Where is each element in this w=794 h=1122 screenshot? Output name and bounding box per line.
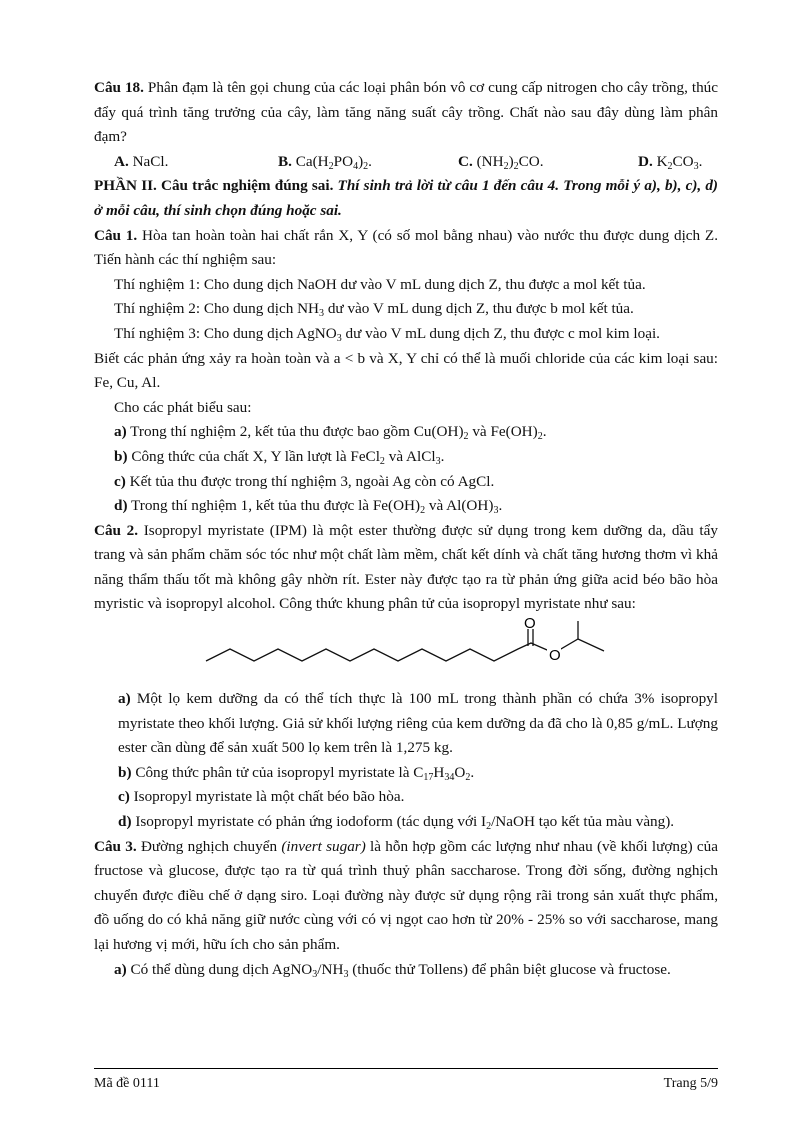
page-number: Trang 5/9 [663, 1076, 718, 1091]
question-1-note: Biết các phản ứng xảy ra hoàn toàn và a < b và X, Y chỉ có thể là muối chloride của các kim loại sau: Fe, Cu, Al. [94, 349, 718, 392]
statement-c: c) Kết tủa thu được trong thí nghiệm 3, ngoài Ag còn có AgCl. [114, 472, 495, 490]
experiment-1: Thí nghiệm 1: Cho dung dịch NaOH dư vào V mL dung dịch Z, thu được a mol kết tủa. [114, 275, 646, 293]
statement-c: c) Isopropyl myristate là một chất béo bão hòa. [118, 788, 405, 806]
question-1: Câu 1. Hòa tan hoàn toàn hai chất rắn X, Y (có số mol bằng nhau) vào nước thu được dung dịch Z. Tiến hành các thí nghiệm sau: [94, 226, 718, 269]
statement-a: a) Một lọ kem dưỡng da có thể tích thực là 100 mL trong thành phần có chứa 3% isopropyl myristate theo khối lượng. Giả sử khối lượng riêng của kem dưỡng da đã cho là 0,85 g/mL. Lượng ester cần dùng để sản xuất 500 lọ kem trên là 1,275 kg. [118, 690, 718, 757]
ester-oxygen: O [549, 647, 561, 665]
question-3: Câu 3. Đường nghịch chuyển (invert sugar) là hỗn hợp gồm các lượng như nhau (về khối lượng) của fructose và glucose, được tạo ra từ quá trình thuỷ phân saccharose. Trong đời sống, đường nghịch chuyển được điều chế ở dạng siro. Loại đường này được sử dụng rộng rãi trong sản xuất thực phẩm, đồ uống do có khả năng giữ nước cùng với có vị ngọt cao hơn từ 20% - 25% so với saccharose, mang lại hương vị mới, hữu ích cho sản phẩm. [94, 837, 718, 953]
statement-a: a) Có thể dùng dung dịch $AgNO_3/NH_3$ (thuốc thử Tollens) để phân biệt glucose và fructose. [114, 960, 671, 980]
carbonyl-oxygen: O [524, 617, 536, 633]
isopropyl-myristate-structure [204, 617, 624, 687]
statements-intro: Cho các phát biểu sau: [114, 398, 252, 416]
part-2-heading: PHẦN II. Câu trắc nghiệm đúng sai. Thí sinh trả lời từ câu 1 đến câu 4. Trong mỗi ý a), b), c), d) ở mỗi câu, thí sinh chọn đúng hoặc sai. [94, 177, 718, 219]
option-d: D. $K_2CO_3$. [638, 152, 703, 172]
question-2: Câu 2. Isopropyl myristate (IPM) là một ester thường được sử dụng trong kem dưỡng da, dầu tẩy trang và sản phẩm chăm sóc tóc như một chất làm mềm, chất kết dính và chất tăng hương thơm vì khả năng thẩm thấu tốt mà không gây nhờn rít. Ester này được tạo ra từ phản ứng giữa acid béo bão hòa myristic và isopropyl alcohol. Công thức khung phân tử của isopropyl myristate như sau: [94, 521, 718, 613]
statement-b: b) Công thức của chất X, Y lần lượt là FeCl$_2$ và AlCl$_3$. [114, 447, 445, 467]
exam-page [94, 76, 718, 982]
statement-b: b) Công thức phân tử của isopropyl myristate là $C_{17}H_{34}O_2$. [118, 763, 475, 783]
carbon-chain [206, 639, 604, 661]
statement-d: d) Trong thí nghiệm 1, kết tủa thu được là $Fe(OH)_2$ và $Al(OH)_3$. [114, 497, 503, 517]
page-footer [94, 1068, 718, 1095]
option-a: A. NaCl. [114, 152, 169, 170]
experiment-2: Thí nghiệm 2: Cho dung dịch $NH_3$ dư vào V mL dung dịch Z, thu được b mol kết tủa. [114, 300, 634, 320]
experiment-3: Thí nghiệm 3: Cho dung dịch AgNO$_3$ dư vào V mL dung dịch Z, thu được c mol kim loại. [114, 324, 660, 344]
question-18: Câu 18. Phân đạm là tên gọi chung của các loại phân bón vô cơ cung cấp nitrogen cho cây trồng, thúc đẩy quá trình tăng trưởng của cây, làm tăng năng suất cây trồng. Chất nào sau đây dùng làm phân đạm? [94, 79, 718, 146]
statement-a: a) Trong thí nghiệm 2, kết tủa thu được bao gồm $Cu(OH)_2$ và $Fe(OH)_2$. [114, 423, 547, 443]
option-c: C. $(NH_2)_2CO$. [458, 152, 544, 172]
skeletal-formula [94, 617, 718, 687]
question-18-options [94, 150, 718, 175]
statement-d: d) Isopropyl myristate có phản ứng iodoform (tác dụng với $I_2$/NaOH tạo kết tủa màu vàng). [118, 813, 675, 833]
exam-code: Mã đề 0111 [94, 1076, 160, 1091]
question-label: Câu 18. [94, 79, 144, 96]
option-b: B. $Ca(H_2PO_4)_2$. [278, 152, 372, 172]
